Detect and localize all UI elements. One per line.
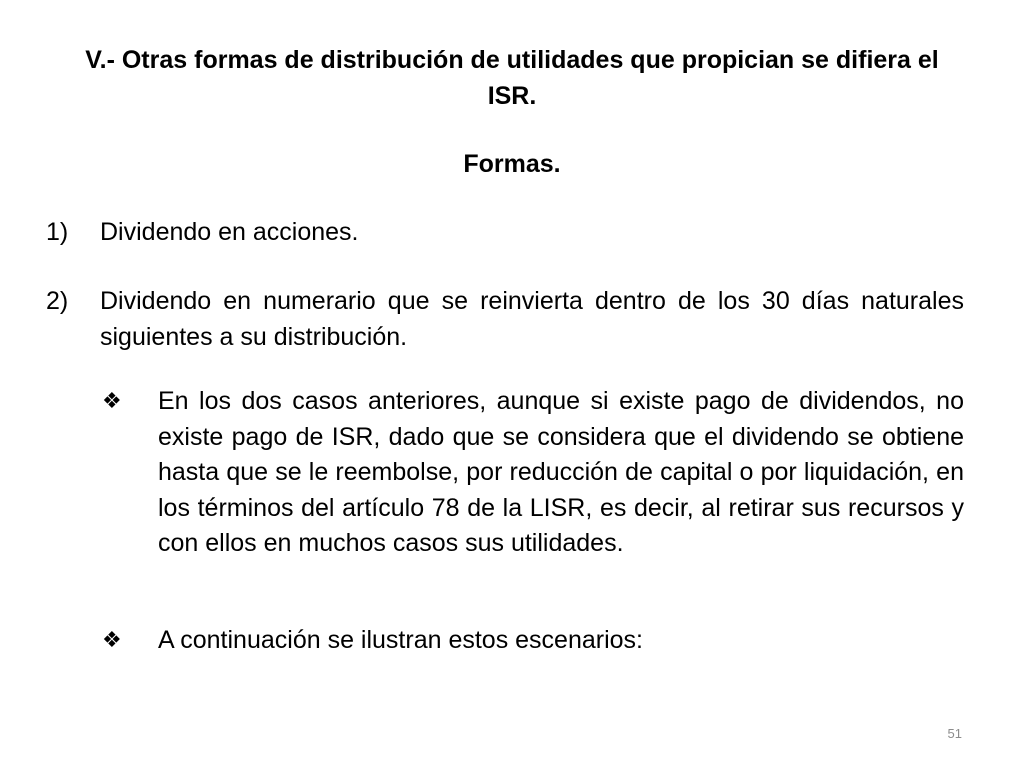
page-number: 51 bbox=[947, 726, 962, 741]
item-number: 1) bbox=[46, 218, 69, 246]
item-number: 2) bbox=[46, 287, 69, 315]
item-text: Dividendo en acciones. bbox=[100, 218, 359, 246]
bullet-item-2 bbox=[102, 623, 964, 659]
bullet-item-1 bbox=[102, 384, 964, 562]
numbered-item-1 bbox=[46, 214, 964, 250]
bullet-text: A continuación se ilustran estos escenarios: bbox=[158, 626, 643, 654]
item-text: Dividendo en numerario que se reinvierta dentro de los 30 días naturales siguientes a su distribución. bbox=[100, 287, 964, 351]
diamond-bullet-icon: ❖ bbox=[102, 389, 122, 414]
slide-subtitle: Formas. bbox=[463, 150, 561, 178]
bullet-text: En los dos casos anteriores, aunque si existe pago de dividendos, no existe pago de ISR, dado que se considera que el dividendo se obtiene hasta que se le reembolse, por reducción de capital o por liquidación, en los términos del artículo 78 de la LISR, es decir, al retirar sus recursos y con ellos en muchos casos sus utilidades. bbox=[158, 387, 964, 557]
diamond-bullet-icon: ❖ bbox=[102, 628, 122, 653]
numbered-item-2 bbox=[46, 283, 964, 355]
slide-title: V.- Otras formas de distribución de utilidades que propician se difiera el ISR. bbox=[85, 46, 939, 110]
